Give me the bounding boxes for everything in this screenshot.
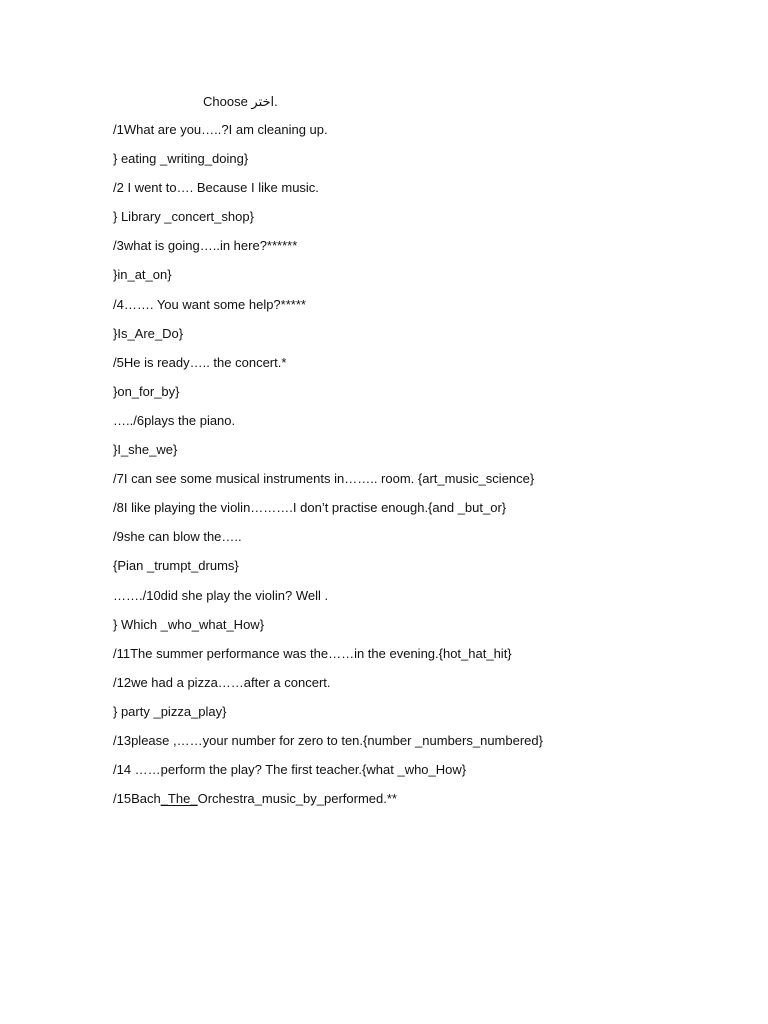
last-line-end: Orchestra_music_by_performed.** xyxy=(197,791,397,807)
worksheet-line: } Which _who_what_How} xyxy=(113,616,265,632)
underlined-word: _The_ xyxy=(160,791,198,807)
worksheet-line: } party _pizza_play} xyxy=(113,703,227,719)
worksheet-line: } eating _writing_doing} xyxy=(113,151,249,167)
worksheet-line: /13please ,……your number for zero to ten.{number _numbers_numbered} xyxy=(113,732,543,748)
worksheet-line: } Library _concert_shop} xyxy=(113,209,254,225)
worksheet-line: }on_for_by} xyxy=(113,383,180,399)
worksheet-line: /3what is going…..in here?****** xyxy=(113,238,298,254)
worksheet-line: /4……. You want some help?***** xyxy=(113,296,306,312)
worksheet-line: }Is_Are_Do} xyxy=(113,325,184,341)
worksheet-last-line xyxy=(113,790,543,819)
question-list xyxy=(113,121,543,819)
worksheet-line: /14 ……perform the play? The first teacher.{what _who_How} xyxy=(113,762,467,778)
worksheet-line: /1What are you…..?I am cleaning up. xyxy=(113,122,328,137)
last-line-start: /15Bach xyxy=(113,791,161,807)
worksheet-heading: Choose اختر. xyxy=(203,94,278,109)
worksheet-line: /12we had a pizza……after a concert. xyxy=(113,674,331,690)
worksheet-line: /9she can blow the….. xyxy=(113,529,242,545)
worksheet-line: {Pian _trumpt_drums} xyxy=(113,558,239,574)
worksheet-line: /7I can see some musical instruments in…….. room. {art_music_science} xyxy=(113,471,535,487)
worksheet-line: /11The summer performance was the……in the evening.{hot_hat_hit} xyxy=(113,645,512,661)
worksheet-line: /5He is ready….. the concert.* xyxy=(113,354,287,370)
worksheet-line: }I_she_we} xyxy=(113,442,178,458)
worksheet-line: ……./10did she play the violin? Well . xyxy=(113,587,329,603)
worksheet-line: /8I like playing the violin……….I don’t practise enough.{and _but_or} xyxy=(113,500,507,516)
worksheet-line: …../6plays the piano. xyxy=(113,412,236,428)
worksheet-line: /2 I went to…. Because I like music. xyxy=(113,180,319,196)
worksheet-line: }in_at_on} xyxy=(113,267,172,283)
